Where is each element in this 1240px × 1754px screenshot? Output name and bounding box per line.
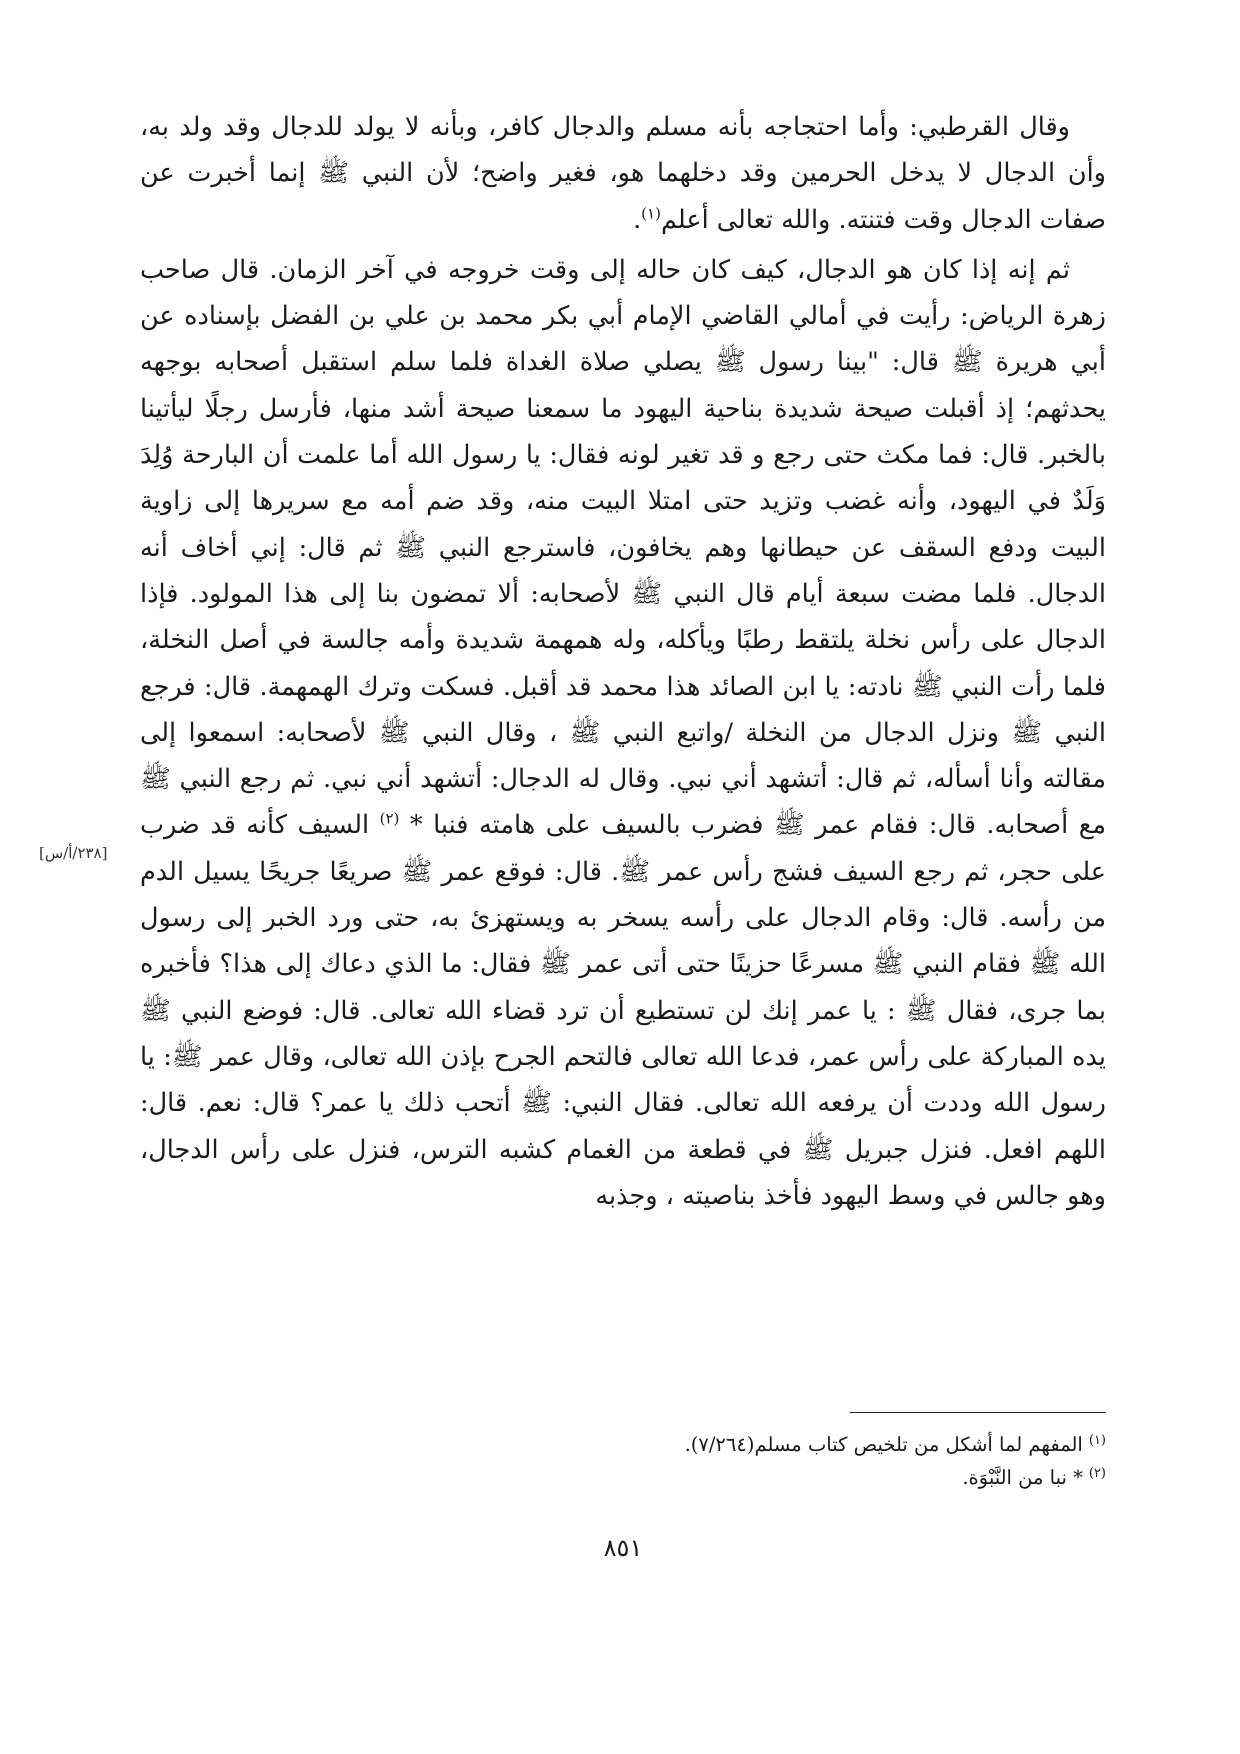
paragraph-1: [140, 104, 1106, 243]
footnote-ref-1[interactable]: (١): [641, 204, 661, 223]
footnote-2-text: * نبا من النَّبْوَة.: [962, 1466, 1083, 1489]
footnote-1: [140, 1428, 1106, 1461]
paragraph-1-tail: .: [633, 204, 642, 235]
footnote-separator: [850, 1412, 1106, 1413]
footnotes: [140, 1428, 1106, 1494]
footnote-2: [140, 1461, 1106, 1494]
body-text: [140, 104, 1106, 1219]
page-content: [39, 104, 1106, 1724]
footnote-2-number: (٢): [1088, 1465, 1106, 1481]
paragraph-2-text-a: ثم إنه إذا كان هو الدجال، كيف كان حاله إلى وقت خروجه في آخر الزمان. قال صاحب زهرة الرياض: رأيت في أمالي القاضي الإمام أبي بكر محمد بن علي بن الفضل بإسناده عن أبي هريرة ﷺ قال: "بينا رسول ﷺ يصلي صلاة الغداة فلما سلم استقبل أصحابه بوجهه يحدثهم؛ إذ أقبلت صيحة شديدة بناحية اليهود ما سمعنا صيحة أشد منها، فأرسل رجلًا ليأتينا بالخبر. قال: فما مكث حتى رجع و قد تغير لونه فقال: يا رسول الله أما علمت أن البارحة وُلِدَ وَلَدٌ في اليهود، وأنه غضب وتزيد حتى امتلا البيت منه، وقد ضم أمه مع سريرها إلى زاوية البيت ودفع السقف عن حيطانها وهم يخافون، فاسترجع النبي ﷺ ثم قال: إني أخاف أنه الدجال. فلما مضت سبعة أيام قال النبي ﷺ لأصحابه: ألا تمضون بنا إلى هذا المولود. فإذا الدجال على رأس نخلة يلتقط رطبًا ويأكله، وله همهمة شديدة وأمه جالسة في أصل النخلة، فلما رأت النبي ﷺ نادته: يا ابن الصائد هذا محمد قد أقبل. فسكت وترك الهمهمة. قال: فرجع النبي ﷺ ونزل الدجال من النخلة /واتبع النبي ﷺ ، وقال النبي ﷺ لأصحابه: اسمعوا إلى مقالته وأنا أسأله، ثم قال: أتشهد أني نبي. وقال له الدجال: أتشهد أني نبي. ثم رجع النبي ﷺ مع أصحابه. قال: فقام عمر ﷺ فضرب بالسيف على هامته فنبا *: [140, 254, 1106, 841]
footnote-ref-2[interactable]: (٢): [379, 809, 400, 828]
footnote-1-text: المفهم لما أشكل من تلخيص كتاب مسلم(٧/٢٦٤).: [684, 1433, 1083, 1456]
footnote-1-number: (١): [1088, 1432, 1106, 1448]
page-number: ٨٥١: [603, 1534, 643, 1562]
paragraph-2-text-b: السيف كأنه قد ضرب على حجر، ثم رجع السيف فشج رأس عمر ﷺ. قال: فوقع عمر ﷺ صريعًا جريحًا يسيل الدم من رأسه. قال: وقام الدجال على رأسه يسخر به ويستهزئ به، حتى ورد الخبر إلى رسول الله ﷺ فقام النبي ﷺ مسرعًا حزينًا حتى أتى عمر ﷺ فقال: ما الذي دعاك إلى هذا؟ فأخبره بما جرى، فقال ﷺ : يا عمر إنك لن تستطيع أن ترد قضاء الله تعالى. قال: فوضع النبي ﷺ يده المباركة على رأس عمر، فدعا الله تعالى فالتحم الجرح بإذن الله تعالى، وقال عمر ﷺ: يا رسول الله وددت أن يرفعه الله تعالى. فقال النبي: ﷺ أتحب ذلك يا عمر؟ قال: نعم. قال: اللهم افعل. فنزل جبريل ﷺ في قطعة من الغمام كشبه الترس، فنزل على رأس الدجال، وهو جالس في وسط اليهود فأخذ بناصيته ، وجذبه: [140, 810, 1106, 1211]
paragraph-1-text: وقال القرطبي: وأما احتجاجه بأنه مسلم والدجال كافر، وبأنه لا يولد للدجال وقد ولد به، وأن الدجال لا يدخل الحرمين وقد دخلهما هو، فغير واضح؛ لأن النبي ﷺ إنما أخبرت عن صفات الدجال وقت فتنته. والله تعالى أعلم: [140, 112, 1106, 235]
paragraph-2: [140, 247, 1106, 1219]
manuscript-folio-note: [٢٣٨/أ/س]: [39, 844, 108, 862]
